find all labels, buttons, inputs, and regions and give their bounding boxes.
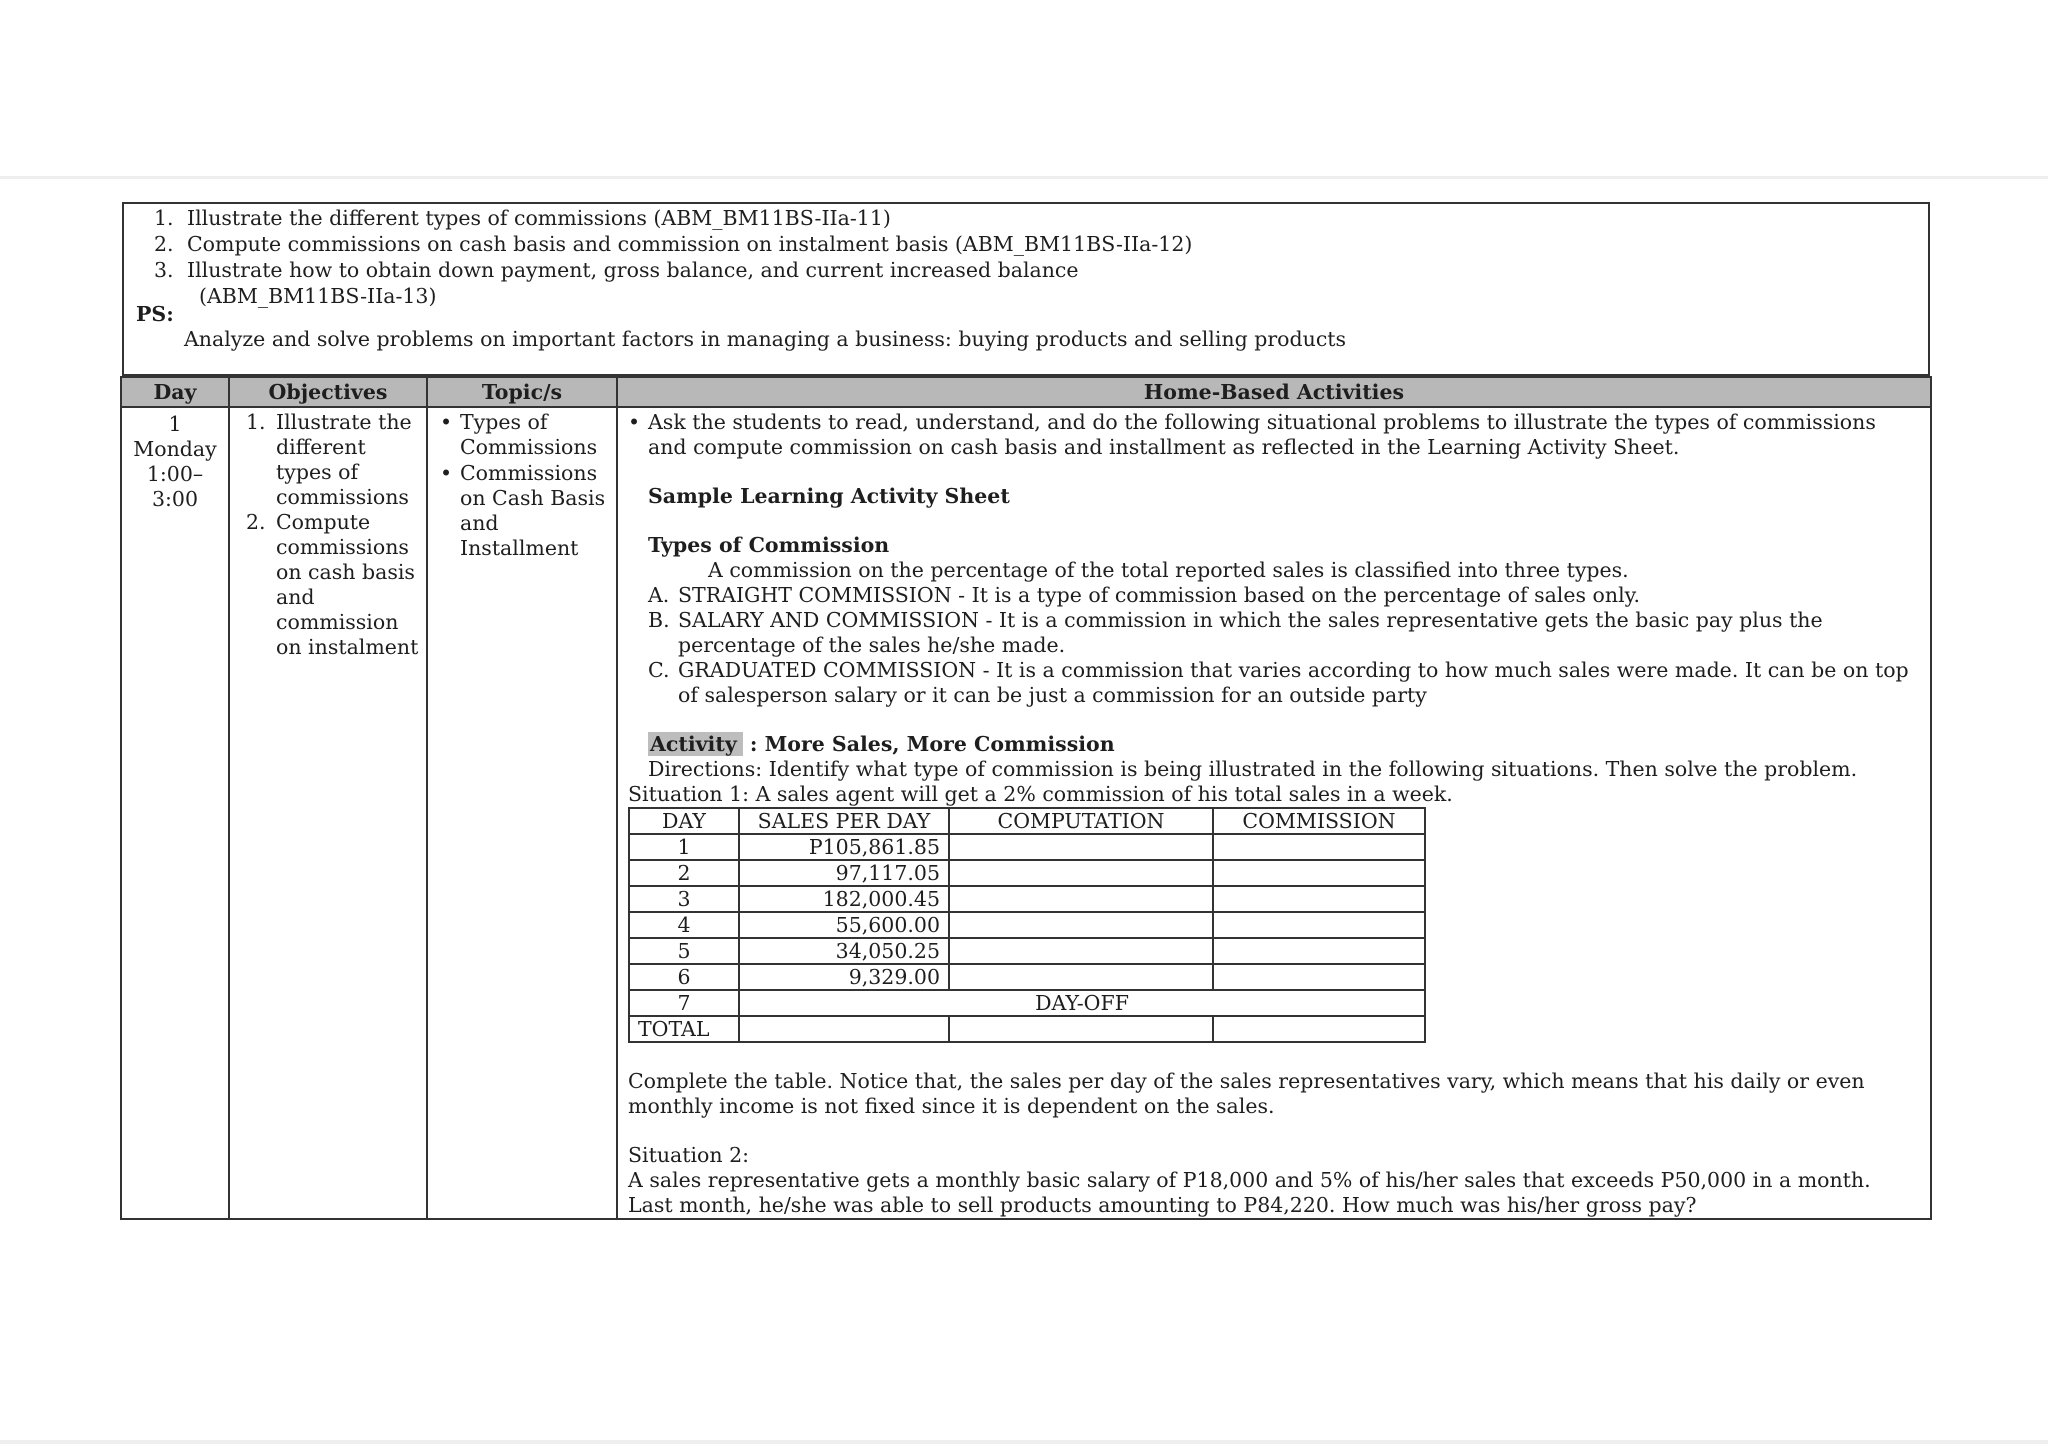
calc-computation-cell <box>949 860 1213 886</box>
complete-text: Complete the table. Notice that, the sales per day of the sales representatives vary, which means that his daily or even monthly income is not fixed since it is dependent on the sales. <box>628 1069 1865 1118</box>
bullet-icon: • <box>440 410 453 434</box>
calc-day: 1 <box>629 834 739 860</box>
activity-sheet <box>648 484 1920 782</box>
competency-number: 2. <box>154 232 174 256</box>
topic-text: Types of Commissions <box>460 410 598 459</box>
page-edge-top <box>0 176 2048 179</box>
type-text: GRADUATED COMMISSION - It is a commission that varies according to how much sales were made. It can be on top of salesperson salary or it can be just a commission for an outside party <box>678 658 1909 707</box>
day-time-end: 3:00 <box>151 487 199 511</box>
header-topics: Topic/s <box>427 377 617 407</box>
sample-title: Sample Learning Activity Sheet <box>648 484 1010 508</box>
calc-computation-cell <box>949 834 1213 860</box>
situation1: Situation 1: A sales agent will get a 2% commission of his total sales in a week. <box>628 782 1453 806</box>
objectives-cell <box>229 407 427 1219</box>
competencies-box <box>122 202 1930 376</box>
activities-cell <box>617 407 1931 1219</box>
commission-type-item <box>648 658 1920 708</box>
calc-header: COMPUTATION <box>949 808 1213 834</box>
calc-day: 6 <box>629 964 739 990</box>
calc-commission-cell <box>1213 886 1425 912</box>
competency-text: Illustrate the different types of commissions (ABM_BM11BS-IIa-11) <box>187 206 891 230</box>
topic-text: Commissions on Cash Basis and Installment <box>460 461 606 560</box>
activity-title: : More Sales, More Commission <box>749 732 1115 756</box>
topic-item <box>440 461 616 561</box>
activity-label: Activity <box>648 732 743 756</box>
competency-text: Illustrate how to obtain down payment, gross balance, and current increased balance <box>187 258 1079 282</box>
situation2-text: A sales representative gets a monthly basic salary of P18,000 and 5% of his/her sales that exceeds P50,000 in a month. Last month, he/she was able to sell products amounting to P84,220. How much was his/her gross pay? <box>628 1168 1871 1217</box>
calc-commission-cell <box>1213 938 1425 964</box>
day-time-start: 1:00– <box>146 462 204 486</box>
calc-total-sales-cell <box>739 1016 949 1042</box>
competency-code: (ABM_BM11BS-IIa-13) <box>199 284 437 308</box>
competency-item <box>154 231 1914 257</box>
day-cell <box>121 407 229 1219</box>
header-day: Day <box>121 377 229 407</box>
topics-cell <box>427 407 617 1219</box>
calc-commission-cell <box>1213 860 1425 886</box>
calc-total-label: TOTAL <box>629 1016 739 1042</box>
calc-day: 2 <box>629 860 739 886</box>
objective-item <box>246 510 426 660</box>
situation2-title: Situation 2: <box>628 1143 750 1167</box>
objective-number: 2. <box>246 510 266 534</box>
competencies-list <box>154 205 1914 309</box>
objectives-list <box>230 408 426 660</box>
topics-list <box>428 408 616 561</box>
commission-calc-table <box>628 807 1426 1043</box>
objective-text: Illustrate the different types of commissions <box>276 410 412 509</box>
calc-commission-cell <box>1213 964 1425 990</box>
types-intro: A commission on the percentage of the total reported sales is classified into three types. <box>708 558 1629 582</box>
calc-day: 7 <box>629 990 739 1016</box>
competency-text: Compute commissions on cash basis and commission on instalment basis (ABM_BM11BS-IIa-12) <box>187 232 1193 256</box>
ps-label: PS: <box>136 302 174 326</box>
type-text: SALARY AND COMMISSION - It is a commission in which the sales representative gets the basic pay plus the percentage of the sales he/she made. <box>678 608 1823 657</box>
activity-intro <box>628 410 1920 460</box>
calc-dayoff: DAY-OFF <box>739 990 1425 1016</box>
calc-sales: 55,600.00 <box>739 912 949 938</box>
page-edge-bottom <box>0 1440 2048 1444</box>
calc-sales: 9,329.00 <box>739 964 949 990</box>
types-title: Types of Commission <box>648 533 890 557</box>
type-letter: A. <box>648 583 670 607</box>
calc-sales: P105,861.85 <box>739 834 949 860</box>
competency-number: 1. <box>154 206 174 230</box>
calc-computation-cell <box>949 886 1213 912</box>
calc-dayoff-row <box>629 990 1425 1016</box>
calc-day: 4 <box>629 912 739 938</box>
objective-item <box>246 410 426 510</box>
calc-header: DAY <box>629 808 739 834</box>
ps-text: Analyze and solve problems on important factors in managing a business: buying products and selling products <box>184 327 1347 351</box>
calc-row <box>629 964 1425 990</box>
directions: Directions: Identify what type of commission is being illustrated in the following situations. Then solve the problem. <box>648 757 1858 781</box>
commission-type-item <box>648 608 1920 658</box>
calc-total-row <box>629 1016 1425 1042</box>
calc-computation-cell <box>949 964 1213 990</box>
header-objectives: Objectives <box>229 377 427 407</box>
competency-item <box>154 205 1914 231</box>
bullet-icon: • <box>628 410 641 434</box>
type-letter: C. <box>648 658 670 682</box>
header-activities: Home-Based Activities <box>617 377 1931 407</box>
calc-header-row <box>629 808 1425 834</box>
calc-row <box>629 860 1425 886</box>
calc-row <box>629 912 1425 938</box>
calc-sales: 182,000.45 <box>739 886 949 912</box>
activity-heading <box>648 732 1920 757</box>
calc-day: 5 <box>629 938 739 964</box>
lesson-plan-table <box>120 376 1932 1220</box>
day-number: 1 <box>168 412 182 436</box>
calc-row <box>629 834 1425 860</box>
type-text: STRAIGHT COMMISSION - It is a type of commission based on the percentage of sales only. <box>678 583 1641 607</box>
calc-header: COMMISSION <box>1213 808 1425 834</box>
competency-number: 3. <box>154 258 174 282</box>
commission-type-item <box>648 583 1920 608</box>
type-letter: B. <box>648 608 670 632</box>
objective-number: 1. <box>246 410 266 434</box>
calc-row <box>629 886 1425 912</box>
calc-sales: 34,050.25 <box>739 938 949 964</box>
calc-header: SALES PER DAY <box>739 808 949 834</box>
objective-text: Compute commissions on cash basis and commission on instalment <box>276 510 419 659</box>
calc-sales: 97,117.05 <box>739 860 949 886</box>
calc-day: 3 <box>629 886 739 912</box>
topic-item <box>440 410 616 460</box>
calc-total-commission-cell <box>1213 1016 1425 1042</box>
table-row <box>121 407 1931 1219</box>
calc-total-computation-cell <box>949 1016 1213 1042</box>
bullet-icon: • <box>440 461 453 485</box>
day-weekday: Monday <box>133 437 217 461</box>
activity-intro-text: Ask the students to read, understand, and do the following situational problems to illustrate the types of commissions and compute commission on cash basis and installment as reflected in the Learning Activity Sheet. <box>648 410 1876 459</box>
calc-commission-cell <box>1213 834 1425 860</box>
table-header-row <box>121 377 1931 407</box>
calc-commission-cell <box>1213 912 1425 938</box>
calc-computation-cell <box>949 938 1213 964</box>
calc-computation-cell <box>949 912 1213 938</box>
calc-row <box>629 938 1425 964</box>
competency-item <box>154 257 1914 309</box>
